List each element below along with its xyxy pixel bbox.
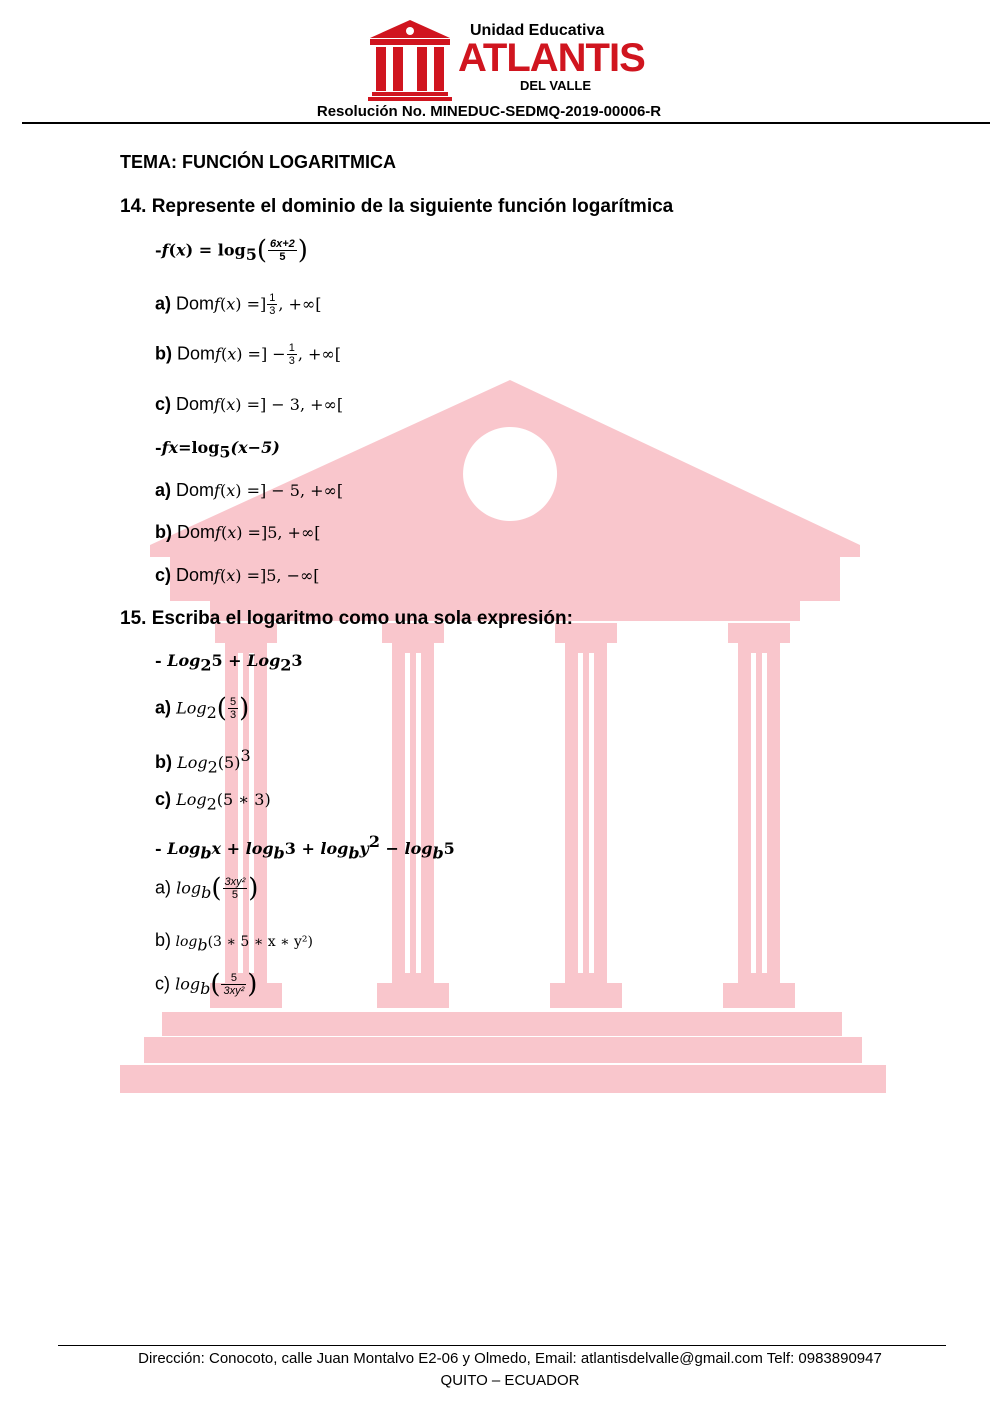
q14-function-2: $-fx=\log_5(x-5)$ [155, 438, 280, 462]
q15-e1-option-c[interactable]: c) Log$_2$(5 ∗ 3) [155, 789, 271, 814]
q15-expression-2: - $Log_bx + \log_b3 + \log_by^2 - \log_b5$ [155, 832, 455, 863]
school-name-bottom: DEL VALLE [520, 78, 592, 93]
school-name: ATLANTIS [458, 36, 645, 80]
q14-f2-option-c[interactable]: c) Domf(x) =]5, −∞[ [155, 565, 320, 585]
school-logo-icon [368, 18, 452, 102]
question-14-title: 14. Represente el dominio de la siguiente función logarítmica [120, 196, 674, 217]
q15-e2-option-b[interactable]: b) $\log_b(3$ ∗ 5 ∗ x ∗ y²) [155, 930, 313, 955]
school-name-top: Unidad Educativa [470, 22, 605, 39]
q15-e2-option-a[interactable]: a) $\log_b$( $\frac{\text{3xy²}}{5}$ ) [155, 873, 259, 904]
q14-f2-option-b[interactable]: b) Domf(x) =]5, +∞[ [155, 522, 321, 542]
q14-f1-option-a[interactable]: a) Domf(x) =] $\frac{1}{3}$ , +∞[ [155, 292, 322, 317]
q15-e1-option-b[interactable]: b) $Log_2(5)^3$ [155, 746, 251, 777]
footer-address: Dirección: Conocoto, calle Juan Montalvo E2-06 y Olmedo, Email: atlantisdelvalle@gmail.com Telf: 0983890947 [138, 1350, 882, 1367]
q14-f1-option-c[interactable]: c) Domf(x) =] − 3, +∞[ [155, 394, 344, 414]
q15-e1-option-a[interactable]: a) Log$_2$( $\frac{5}{3}$ ) [155, 693, 250, 724]
q15-expression-1: - Log$_2$5 + Log$_2$3 [155, 651, 303, 675]
footer-city: QUITO – ECUADOR [440, 1372, 580, 1389]
resolution-number: Resolución No. MINEDUC-SEDMQ-2019-00006-R [316, 103, 662, 120]
q14-f1-option-b[interactable]: b) Domf(x) =] − $\frac{1}{3}$ , +∞[ [155, 342, 341, 367]
question-15-title: 15. Escriba el logaritmo como una sola expresión: [120, 608, 573, 629]
q14-f2-option-a[interactable]: a) Domf(x) =] − 5, +∞[ [155, 480, 344, 500]
header-divider [22, 122, 990, 124]
footer-divider [58, 1345, 946, 1346]
q14-function-1: $-f(x) = \log_5$( $\frac{6x+2}{5}$ ) [155, 235, 308, 266]
topic-title: TEMA: FUNCIÓN LOGARITMICA [120, 152, 396, 172]
q15-e2-option-c[interactable]: c) $\log_b$( $\frac{5}{\text{3xy²}}$ ) [155, 969, 258, 1000]
